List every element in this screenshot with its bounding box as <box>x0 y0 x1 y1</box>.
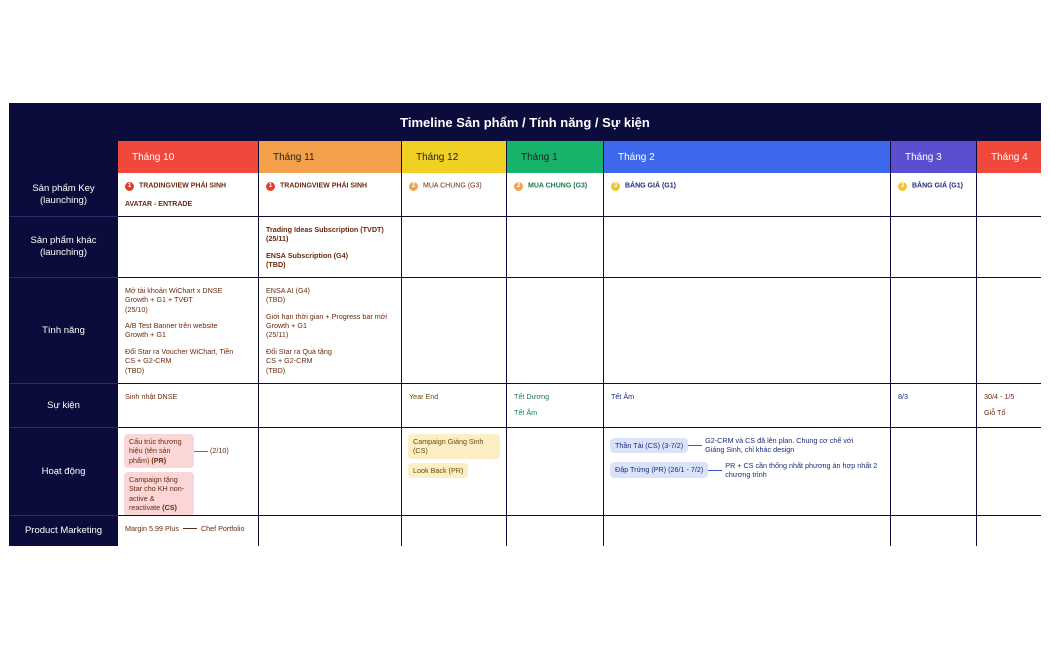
cell-key-m1 <box>507 173 604 217</box>
cell-key-m11 <box>259 173 402 217</box>
cell-other-m11 <box>259 217 402 278</box>
key-product-label: BẢNG GIÁ (G1) <box>625 182 676 190</box>
connector-line <box>688 445 702 446</box>
pm-item: Chef Portfolio <box>200 524 245 533</box>
cell-features-m3 <box>891 278 977 384</box>
cell-pm-m2 <box>604 516 891 546</box>
cell-key-m3 <box>891 173 977 217</box>
activity-pill[interactable]: Thần Tài (CS) (3-7/2) <box>610 438 688 453</box>
feature-item: Đổi Star ra Quà tặng CS + G2-CRM (TBD) <box>266 346 332 375</box>
cell-other-m10 <box>118 217 259 278</box>
timeline-board <box>9 103 1041 546</box>
other-product-item: ENSA Subscription (G4) (TBD) <box>266 250 348 270</box>
cell-events-m2 <box>604 384 891 428</box>
event-item: Tết Âm <box>514 408 538 418</box>
key-product-label: BẢNG GIÁ (G1) <box>912 182 963 190</box>
key-product-label: MUA CHUNG (G3) <box>423 182 482 190</box>
cell-events-m10 <box>118 384 259 428</box>
cell-key-m12 <box>402 173 507 217</box>
key-product-label: TRADINGVIEW PHÁI SINH <box>139 182 227 190</box>
cell-events-m1 <box>507 384 604 428</box>
row-label-other-products: Sản phẩm khác (launching) <box>9 217 118 278</box>
event-item: Tết Âm <box>611 392 635 401</box>
priority-3-icon: 3 <box>611 182 620 191</box>
feature-item: Mở tài khoản WiChart x DNSE Growth + G1 + TVĐT (25/10) <box>125 286 223 314</box>
row-label-activities: Hoạt động <box>9 428 118 516</box>
connector-line <box>194 451 208 452</box>
cell-pm-m11 <box>259 516 402 546</box>
month-header: Tháng 1 <box>507 141 604 173</box>
activity-note: G2-CRM và CS đã lên plan. Chung cơ chế với Giáng Sinh, chỉ khác design <box>705 436 854 455</box>
cell-other-m1 <box>507 217 604 278</box>
key-product-label: TRADINGVIEW PHÁI SINH <box>280 182 368 190</box>
activity-pill[interactable]: Look Back (PR) <box>408 463 468 478</box>
other-product-item: Trading Ideas Subscription (TVDT) (25/11) <box>266 225 384 244</box>
cell-key-m2 <box>604 173 891 217</box>
event-item: Tết Dương <box>514 392 550 401</box>
cell-activities-m11 <box>259 428 402 516</box>
month-header: Tháng 4 <box>977 141 1041 173</box>
month-header: Tháng 3 <box>891 141 977 173</box>
event-item: Giỗ Tổ <box>984 408 1006 418</box>
timeline-grid <box>9 141 1041 546</box>
month-header: Tháng 11 <box>259 141 402 173</box>
event-item: Sinh nhật DNSE <box>125 392 178 401</box>
cell-events-m3 <box>891 384 977 428</box>
cell-other-m4 <box>977 217 1041 278</box>
row-label-events: Sự kiện <box>9 384 118 428</box>
cell-key-m10 <box>118 173 259 217</box>
row-label-features: Tính năng <box>9 278 118 384</box>
month-header: Tháng 2 <box>604 141 891 173</box>
priority-2-icon: 2 <box>514 182 523 191</box>
feature-item: ENSA AI (G4) (TBD) <box>266 286 310 305</box>
cell-features-m12 <box>402 278 507 384</box>
cell-events-m12 <box>402 384 507 428</box>
cell-other-m3 <box>891 217 977 278</box>
cell-pm-m12 <box>402 516 507 546</box>
row-label-key-products: Sản phẩm Key (launching) <box>9 173 118 217</box>
cell-features-m11 <box>259 278 402 384</box>
feature-item: A/B Test Banner trên website Growth + G1 <box>125 321 218 340</box>
pm-item: Margin 5.99 Plus <box>125 524 179 533</box>
month-header: Tháng 12 <box>402 141 507 173</box>
feature-item: Giới hạn thời gian + Progress bar mới Growth + G1 (25/11) <box>266 311 388 340</box>
cell-other-m12 <box>402 217 507 278</box>
activity-pill[interactable]: Campaign tặng Star cho KH non- active & reactivate (CS) <box>124 472 194 515</box>
cell-pm-m4 <box>977 516 1041 546</box>
cell-activities-m4 <box>977 428 1041 516</box>
priority-3-icon: 3 <box>898 182 907 191</box>
cell-activities-m2 <box>604 428 891 516</box>
priority-1-icon: 1 <box>125 182 134 191</box>
cell-other-m2 <box>604 217 891 278</box>
cell-features-m4 <box>977 278 1041 384</box>
activity-pill[interactable]: Đập Trứng (PR) (26/1 - 7/2) <box>610 462 708 477</box>
key-product-label: AVATAR - ENTRADE <box>125 200 193 208</box>
activity-pill[interactable]: Campaign Giáng Sinh (CS) <box>408 434 500 459</box>
cell-pm-m1 <box>507 516 604 546</box>
cell-activities-m10 <box>118 428 259 516</box>
cell-activities-m3 <box>891 428 977 516</box>
cell-events-m4 <box>977 384 1041 428</box>
month-header: Tháng 10 <box>118 141 259 173</box>
cell-key-m4 <box>977 173 1041 217</box>
row-label-product-marketing: Product Marketing <box>24 525 103 537</box>
cell-events-m11 <box>259 384 402 428</box>
event-item: 30/4 - 1/5 <box>984 392 1015 401</box>
cell-pm-m10 <box>118 516 259 546</box>
feature-item: Đổi Star ra Voucher WiChart, Tiền CS + G2-CRM (TBD) <box>125 346 234 375</box>
key-product-label: MUA CHUNG (G3) <box>528 182 588 190</box>
board-title: Timeline Sản phẩm / Tính năng / Sự kiện <box>400 114 650 130</box>
activity-note: PR + CS cần thống nhất phương án hợp nhất 2 chương trình <box>725 460 878 480</box>
event-item: Year End <box>409 392 439 401</box>
activity-note: (2/10) <box>210 446 229 456</box>
cell-features-m2 <box>604 278 891 384</box>
cell-activities-m1 <box>507 428 604 516</box>
priority-2-icon: 2 <box>409 182 418 191</box>
event-item: 8/3 <box>898 392 908 401</box>
priority-1-icon: 1 <box>266 182 275 191</box>
activity-pill[interactable]: Cấu trúc thương hiệu (tên sản phẩm) (PR) <box>124 434 194 468</box>
connector-line <box>708 470 722 471</box>
cell-features-m1 <box>507 278 604 384</box>
cell-features-m10 <box>118 278 259 384</box>
connector-line <box>183 528 197 529</box>
cell-activities-m12 <box>402 428 507 516</box>
cell-pm-m3 <box>891 516 977 546</box>
